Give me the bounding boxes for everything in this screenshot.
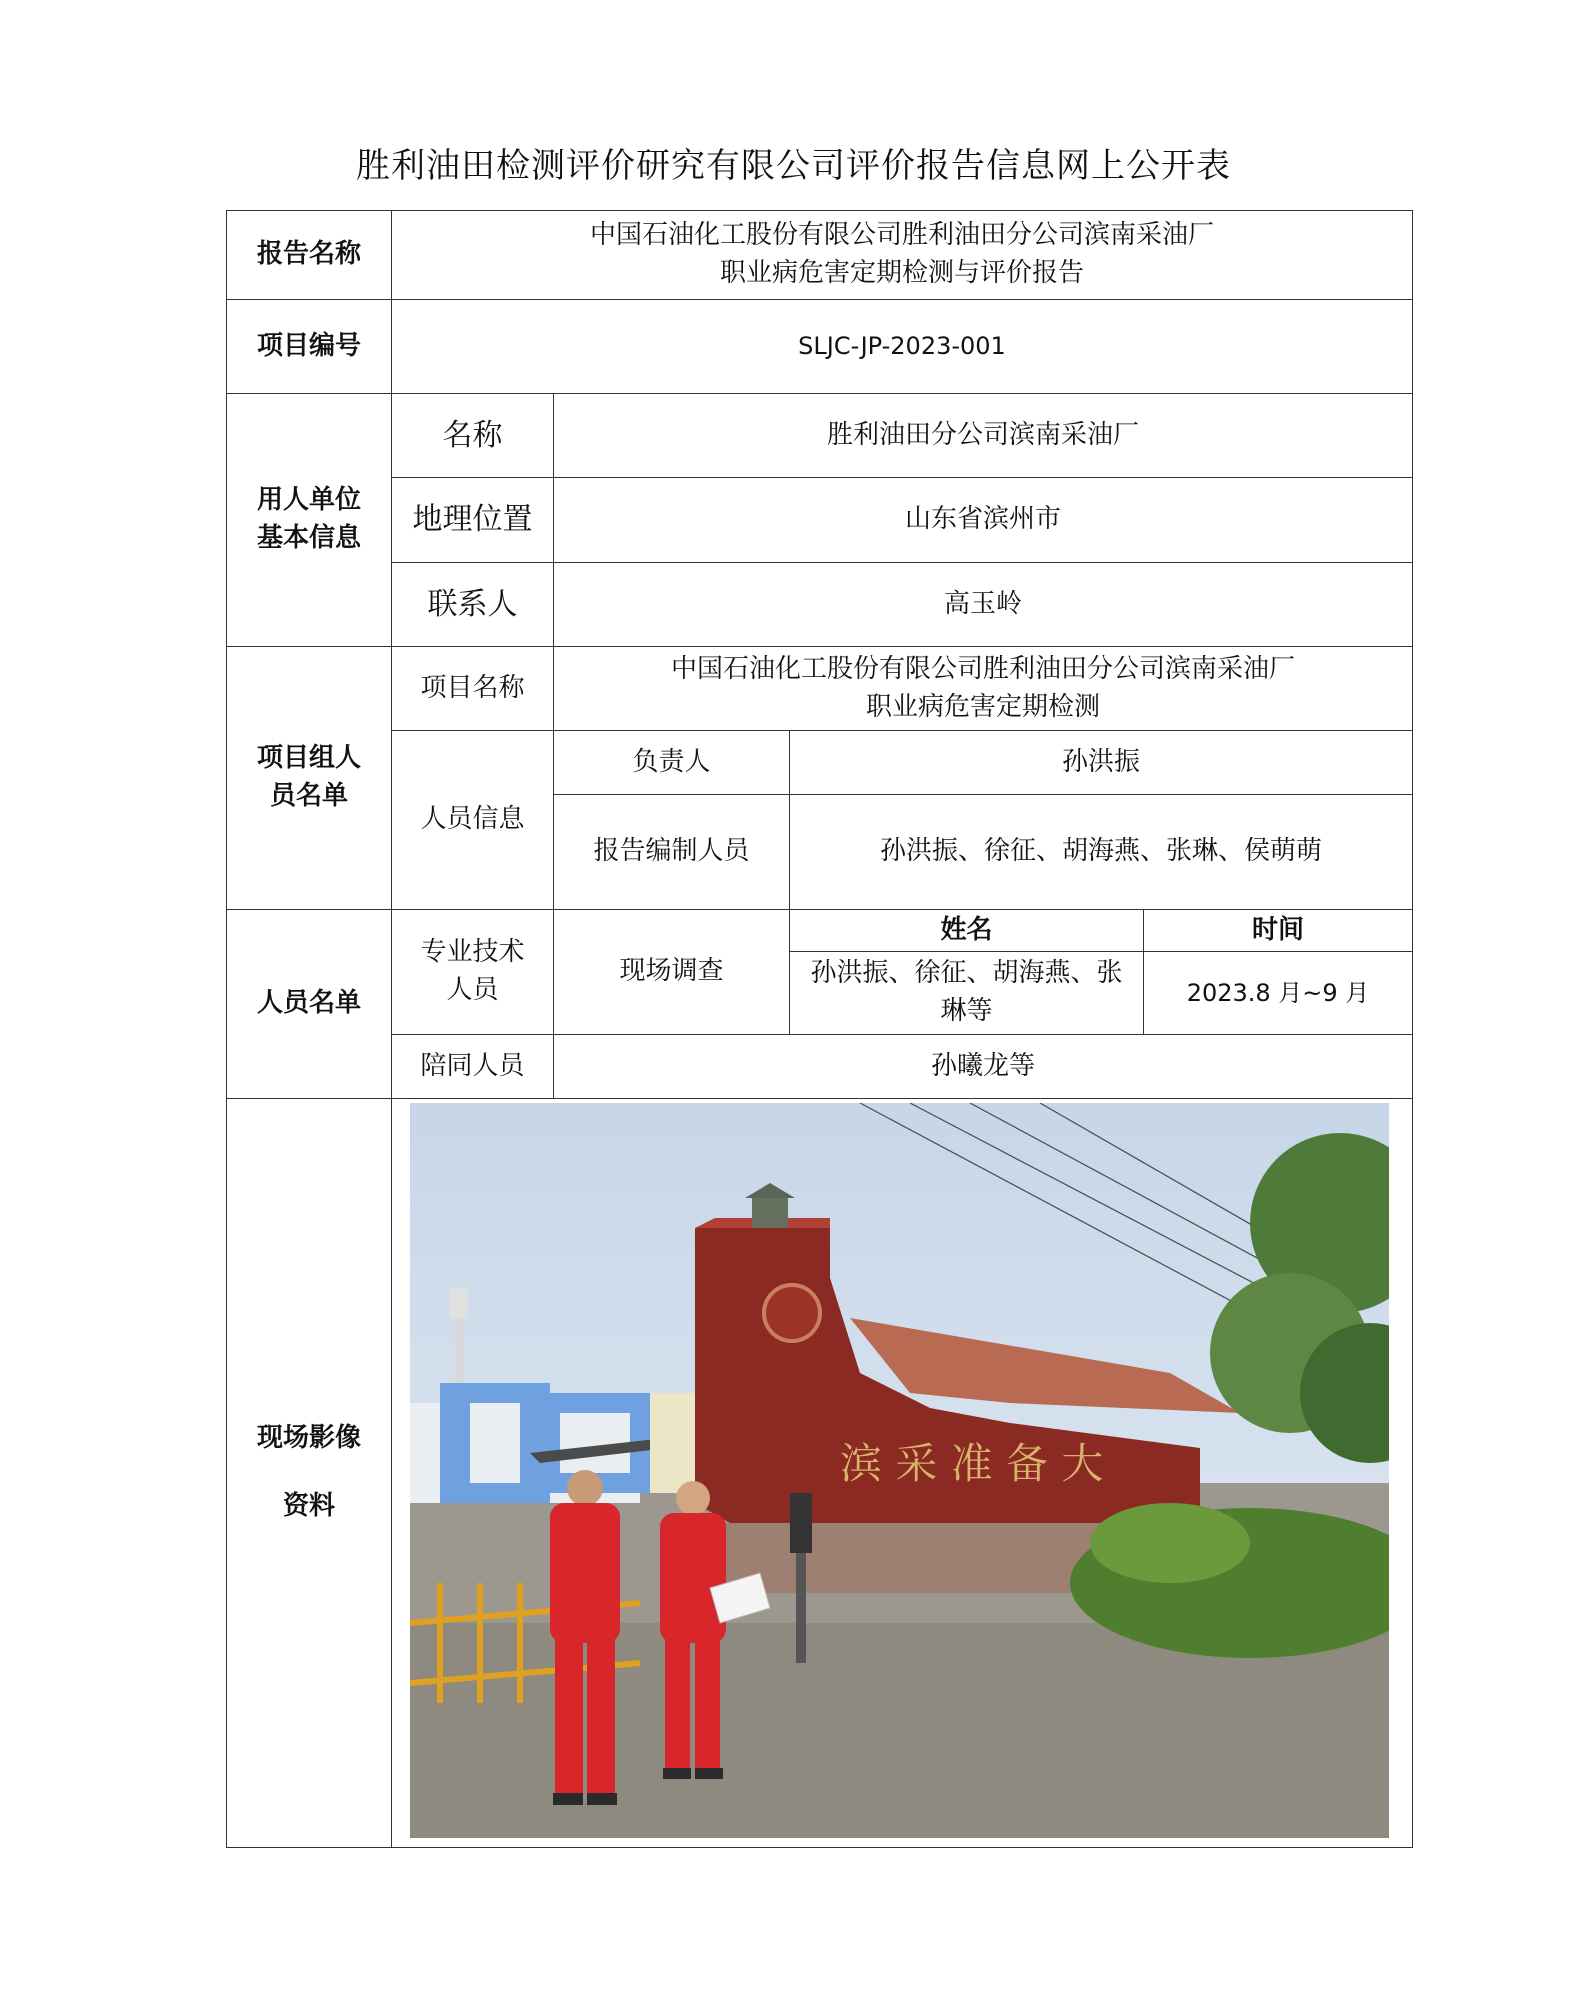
survey-time: 2023.8 月~9 月: [1186, 978, 1370, 1007]
project-name-value: [554, 647, 1412, 730]
leader-value: 孙洪振: [1061, 746, 1140, 777]
project-name-line2: 职业病危害定期检测: [865, 691, 1100, 722]
employer-label-line2: 基本信息: [256, 523, 361, 553]
employer-label-line1: 用人单位: [256, 485, 361, 516]
editors-label: 报告编制人员: [593, 836, 750, 867]
page-title: 胜利油田检测评价研究有限公司评价报告信息网上公开表: [356, 146, 1231, 186]
report-name-label: 报告名称: [256, 239, 361, 270]
survey-names-line1: 孙洪振、徐征、胡海燕、张: [810, 958, 1123, 989]
employer-name-label: 名称: [442, 417, 503, 453]
escort-value: 孙曦龙等: [930, 1050, 1035, 1081]
editors-value: 孙洪振、徐征、胡海燕、张琳、侯萌萌: [879, 836, 1322, 867]
survey-names-line2: 琳等: [940, 996, 993, 1026]
tech-staff-label: [392, 910, 553, 1034]
project-team-label-line1: 项目组人: [256, 743, 361, 774]
employer-name-value: 胜利油田分公司滨南采油厂: [826, 419, 1139, 450]
employer-contact-value: 高玉岭: [943, 588, 1022, 619]
staff-info-label: 人员信息: [420, 804, 525, 835]
employer-section-label: [227, 394, 391, 646]
employer-contact-label: 联系人: [427, 586, 518, 622]
personnel-section-label: 人员名单: [256, 988, 361, 1019]
project-team-section-label: [227, 647, 391, 909]
escort-label: 陪同人员: [420, 1050, 525, 1081]
report-name-value: [392, 211, 1412, 299]
project-name-line1: 中国石油化工股份有限公司胜利油田分公司滨南采油厂: [670, 653, 1295, 684]
project-name-label: 项目名称: [420, 672, 525, 703]
site-photo-label-line1: 现场影像: [256, 1423, 361, 1454]
survey-names: [790, 952, 1143, 1034]
report-name-line1: 中国石油化工股份有限公司胜利油田分公司滨南采油厂: [589, 220, 1214, 251]
report-name-line2: 职业病危害定期检测与评价报告: [719, 258, 1084, 288]
leader-label: 负责人: [632, 746, 711, 777]
name-header: 姓名: [940, 914, 993, 945]
site-photo-label-line2: 资料: [282, 1491, 335, 1521]
wall-sign: 滨 采 准 备 大: [840, 1439, 1104, 1488]
survey-label: 现场调查: [619, 956, 724, 987]
project-number-label: 项目编号: [256, 330, 361, 361]
employer-location-label: 地理位置: [412, 502, 533, 538]
project-number-value: SLJC-JP-2023-001: [798, 332, 1006, 361]
time-header: 时间: [1251, 914, 1304, 945]
project-team-label-line2: 员名单: [269, 781, 348, 811]
site-photo: [410, 1103, 1389, 1838]
tech-staff-label-line2: 人员: [446, 975, 499, 1005]
employer-location-value: 山东省滨州市: [904, 504, 1061, 535]
site-photo-label: [227, 1099, 391, 1847]
tech-staff-label-line1: 专业技术: [420, 937, 525, 968]
